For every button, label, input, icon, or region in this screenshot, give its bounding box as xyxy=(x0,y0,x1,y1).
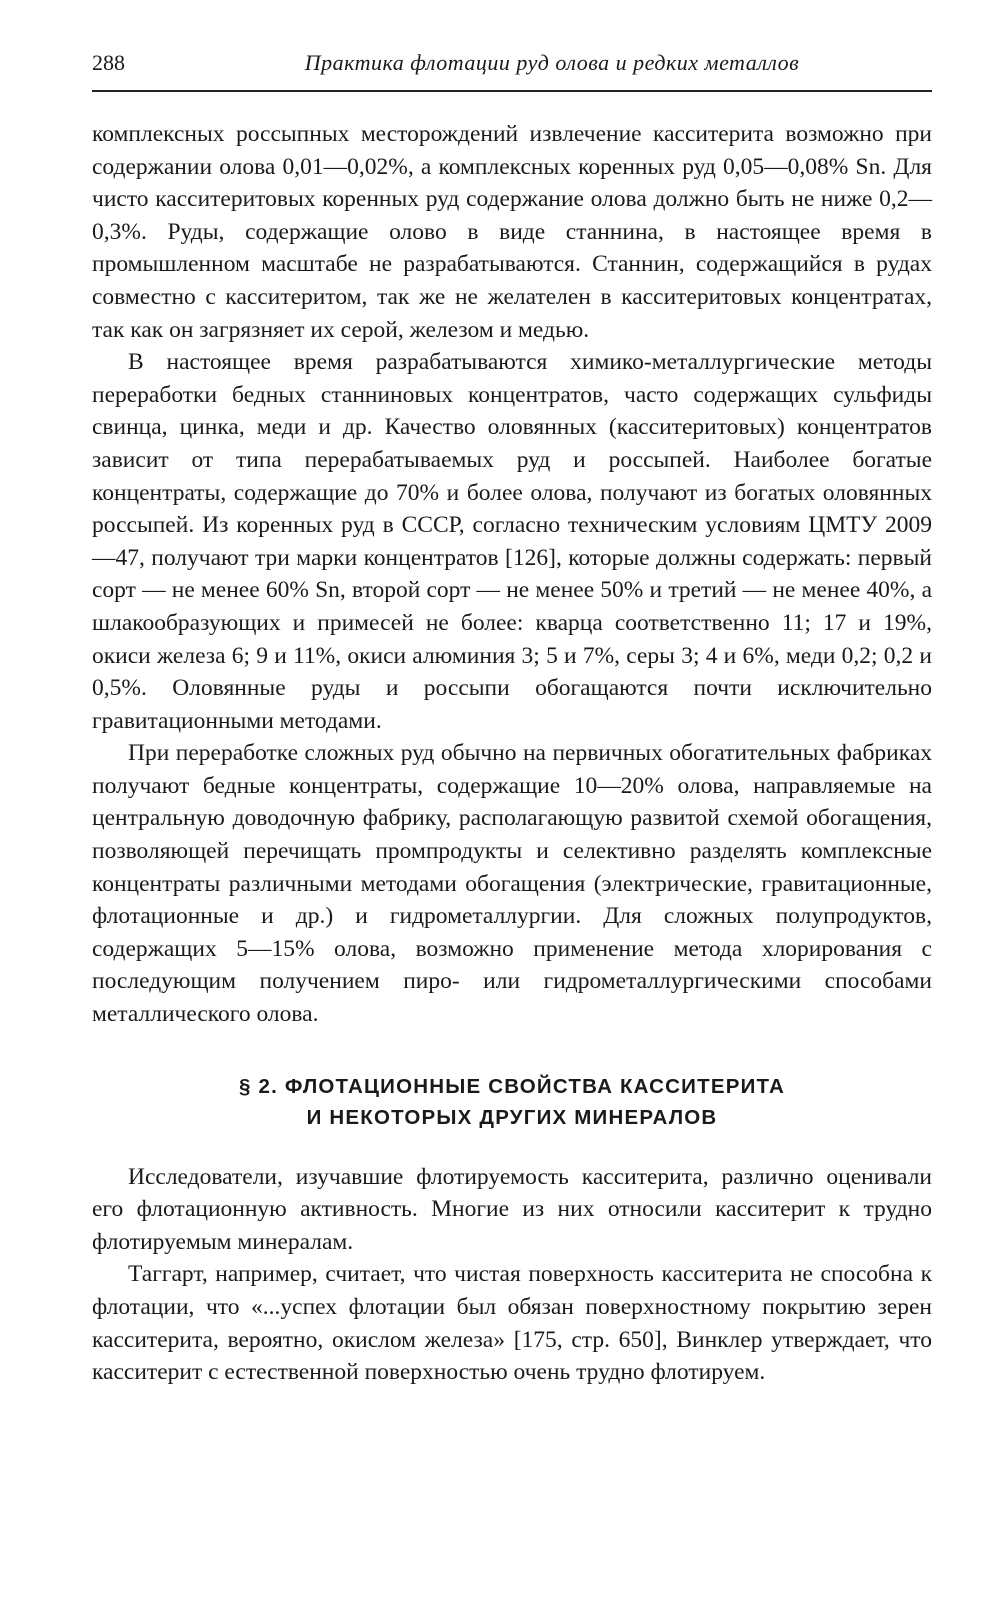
paragraph-taggart: Таггарт, например, считает, что чистая поверхность касситерита не способна к флотации, что «...успех флотации был обязан поверхностному покрытию зерен касситерита, вероятно, окислом железа» [175, стр. 650], Винклер утверждает, что касситерит с естественной поверхностью очень трудно флотируем. xyxy=(92,1261,932,1386)
paragraph-concentrate-quality: В настоящее время разрабатываются химико-металлургические методы переработки бедных станниновых концентратов, часто содержащих сульфиды свинца, цинка, меди и др. Качество оловянных (касситеритовых) концентратов зависит от типа перерабатываемых руд и россыпей. Наиболее богатые концентраты, содержащие до 70% и более олова, получают из богатых оловянных россыпей. Из коренных руд в СССР, согласно техническим условиям ЦМТУ 2009—47, получают три марки концентратов [126], которые должны содержать: первый сорт — не менее 60% Sn, второй сорт — не менее 50% и третий — не менее 40%, а шлакообразующих и примесей не более: кварца соответственно 11; 17 и 19%, окиси железа 6; 9 и 11%, окиси алюминия 3; 5 и 7%, серы 3; 4 и 6%, меди 0,2; 0,2 и 0,5%. Оловянные руды и россыпи обогащаются почти исключительно гравитационными методами. xyxy=(92,349,932,734)
paragraph-continuation: комплексных россыпных месторождений извлечение касситерита возможно при содержании олова 0,01—0,02%, а комплексных коренных руд 0,05—0,08% Sn. Для чисто касситеритовых коренных руд содержание олова должно быть не ниже 0,2—0,3%. Руды, содержащие олово в виде станнина, в настоящее время в промышленном масштабе не разрабатываются. Станнин, содержащийся в рудах совместно с касситеритом, так же не желателен в касситеритовых концентратах, так как он загрязняет их серой, железом и медью. xyxy=(92,121,932,343)
page-header xyxy=(92,50,932,92)
section-heading xyxy=(92,1071,932,1133)
main-text xyxy=(92,118,932,1389)
section-heading-line-1: § 2. ФЛОТАЦИОННЫЕ СВОЙСТВА КАССИТЕРИТА xyxy=(239,1074,785,1098)
paragraph-complex-ores: При переработке сложных руд обычно на первичных обогатительных фабриках получают бедные концентраты, содержащие 10—20% олова, направляемые на центральную доводочную фабрику, располагающую развитой схемой обогащения, позволяющей перечищать промпродукты и селективно разделять комплексные концентраты различными методами обогащения (электрические, гравитационные, флотационные и др.) и гидрометаллургии. Для сложных полупродуктов, содержащих 5—15% олова, возможно применение метода хлорирования с последующим получением пиро- или гидрометаллургическими способами металлического олова. xyxy=(92,740,932,1028)
page-number: 288 xyxy=(92,50,125,75)
book-page xyxy=(92,50,932,1389)
paragraph-researchers: Исследователи, изучавшие флотируемость касситерита, различно оценивали его флотационную активность. Многие из них относили касситерит к трудно флотируемым минералам. xyxy=(92,1163,932,1255)
section-heading-line-2: И НЕКОТОРЫХ ДРУГИХ МИНЕРАЛОВ xyxy=(306,1105,718,1129)
running-title: Практика флотации руд олова и редких металлов xyxy=(304,50,800,75)
